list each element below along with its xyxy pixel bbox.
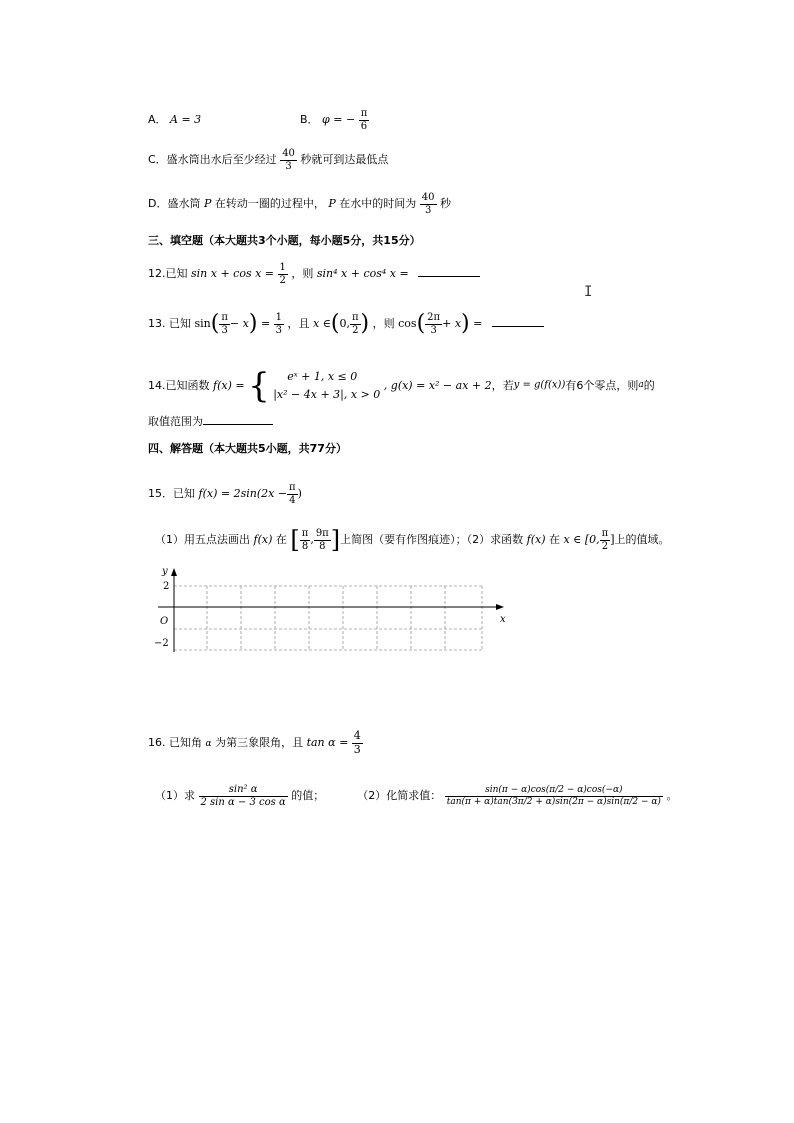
grid-lines [174, 586, 482, 650]
q13-num2: 1 [275, 312, 283, 323]
q16-mid: 为第三象限角，且 [215, 736, 304, 750]
option-c-pre: C．盛水筒出水后至少经过 [148, 153, 277, 166]
q13-frac2 [274, 312, 284, 336]
option-a [148, 114, 201, 125]
q16-num: 4 [353, 729, 361, 742]
q14-mid: ，若 [491, 379, 514, 393]
q14-expr: y = g(f(x)) [513, 379, 566, 391]
q12-mid: ，则 [291, 267, 314, 280]
q14-post2: 的 [643, 379, 655, 393]
q14-answer-blank[interactable] [203, 424, 273, 425]
q13-frac4 [425, 312, 442, 336]
option-c-den: 3 [285, 160, 292, 172]
q16-p1: （1）求 [155, 789, 195, 802]
q13-cond: x ∈ [313, 317, 331, 330]
q15-frac-b [314, 528, 331, 552]
option-b-label: B． [300, 113, 319, 126]
option-d-mid2: 在水中的时间为 [339, 197, 417, 210]
q16-f2-den: tan(π + α)tan(3π/2 + α)sin(2π − α)sin(π/2 − α) [446, 796, 661, 807]
question-14-line-2 [148, 416, 273, 427]
option-a-label: A． [148, 113, 167, 126]
q15-fx2: f(x) [526, 533, 546, 546]
q16-p1-post: 的值； [291, 789, 325, 802]
q16-fraction [352, 730, 363, 756]
q12-num: 1 [279, 262, 286, 273]
option-d-post: 秒 [440, 197, 452, 210]
q14-brace: { [248, 365, 270, 406]
q15-sub-in2: 在 [548, 533, 560, 546]
q14-post: 有6个零点，则 [565, 379, 639, 393]
q13-answer-blank[interactable] [492, 326, 544, 327]
q12-den: 2 [279, 274, 286, 286]
tick-label-neg-2: −2 [154, 638, 169, 649]
q13-frac1 [219, 312, 230, 336]
q12-answer-blank[interactable] [418, 276, 480, 277]
y-axis-arrow-icon [171, 568, 177, 576]
q16-pre: 16. 已知角 [148, 736, 202, 750]
option-b-num: π [360, 108, 368, 119]
origin-label: O [160, 616, 169, 627]
q14-cases [273, 368, 380, 403]
question-12 [148, 262, 480, 286]
q14-fx: f(x) = [213, 379, 245, 393]
q13-num4: 2π [427, 312, 441, 323]
option-d-var1: P [203, 197, 212, 210]
option-d-num: 40 [421, 192, 435, 203]
question-13: 13. 已知 sin( $\frac{\pi}{3}$ − x) = $\frac{1}{3}$ ，且 x ∈(0, $\frac{\pi}{2}$ ) ，则 cos( $\frac{2\pi}{3}$ + x) = [148, 312, 544, 336]
q15-pre: 15．已知 [148, 487, 195, 500]
q15-expr: f(x) = 2sin(2x − [198, 487, 288, 500]
option-b-expr: φ = − [322, 113, 356, 126]
q13-mid: ，且 [287, 317, 310, 330]
q13-frac3 [350, 312, 361, 336]
graph-grid [148, 562, 518, 662]
section-3-title: 三、填空题（本大题共3个小题，每小题5分，共15分） [148, 234, 421, 247]
option-d-mid1: 在转动一圈的过程中， [214, 197, 325, 210]
q13-num3: π [351, 312, 359, 323]
q14-case-2: |x² − 4x + 3|, x > 0 [273, 387, 381, 401]
q13-part2: + x [442, 317, 462, 330]
q13-cos: cos [398, 317, 417, 330]
q13-interval-start: 0, [339, 317, 350, 330]
option-b [300, 108, 369, 132]
q15-n1: π [301, 528, 309, 539]
question-16-subparts [155, 784, 677, 808]
q15-d2: 8 [319, 540, 326, 552]
q13-part1: − x [229, 317, 249, 330]
option-d [148, 192, 451, 216]
question-16 [148, 730, 363, 756]
q15-fraction [287, 482, 298, 506]
q12-expr2: sin⁴ x + cos⁴ x = [316, 267, 409, 280]
q13-sin: sin [194, 317, 211, 330]
q14-gx: , g(x) = x² − ax + 2 [383, 379, 492, 393]
x-axis-label: x [500, 614, 506, 625]
q12-expr1: sin x + cos x = [191, 267, 274, 280]
q14-pre: 14.已知函数 [148, 379, 210, 393]
q13-den4: 3 [430, 324, 437, 336]
q13-mid2: ，则 [372, 317, 395, 330]
q13-eq: = [260, 317, 271, 330]
option-c-fraction [280, 148, 297, 172]
q13-den2: 3 [275, 324, 283, 336]
option-c [148, 148, 388, 172]
option-b-den: 6 [360, 120, 368, 132]
q13-num1: π [221, 312, 228, 323]
q15-d3: 2 [601, 540, 609, 552]
question-14 [148, 365, 655, 406]
question-15 [148, 482, 302, 506]
option-a-expr: A = 3 [170, 113, 202, 126]
q16-frac-1 [199, 784, 288, 808]
option-d-var2: P [328, 197, 336, 210]
q15-n3: π [601, 528, 609, 539]
q14-line2: 取值范围为 [148, 415, 203, 428]
tick-label-2: 2 [163, 581, 170, 592]
section-4-title: 四、解答题（本大题共5小题，共77分） [148, 442, 347, 455]
q16-p2: （2）化简求值： [357, 789, 442, 802]
q16-expr: tan α = [306, 736, 349, 750]
q13-den3: 2 [352, 324, 359, 336]
q12-fraction [278, 262, 288, 286]
y-axis-label: y [162, 566, 168, 577]
q15-cond: x ∈ [0, [563, 533, 600, 546]
q16-den: 3 [353, 742, 361, 756]
q15-num: π [289, 482, 296, 493]
x-axis-arrow-icon [496, 604, 504, 610]
option-d-fraction [420, 192, 437, 216]
q15-sub-in: 在 [275, 533, 287, 546]
q15-n2: 9π [315, 528, 329, 539]
q15-d1: 8 [301, 540, 309, 552]
q16-f2-num: sin(π − α)cos(π/2 − α)cos(−α) [445, 785, 663, 796]
q15-fx: f(x) [253, 533, 273, 546]
q12-pre: 12.已知 [148, 267, 188, 280]
q15-den: 4 [289, 494, 296, 506]
text-cursor-icon: I [584, 284, 593, 300]
q14-var: a [638, 380, 644, 391]
q15-sub-pre: （1）用五点法画出 [155, 533, 250, 546]
q16-frac-2 [445, 785, 663, 807]
option-b-fraction [359, 108, 370, 132]
q15-cond-close: ] [610, 533, 615, 546]
option-c-post: 秒就可到达最低点 [300, 153, 389, 166]
q13-den1: 3 [221, 324, 228, 336]
question-15-subparts: （1）用五点法画出 f(x) 在 [ $\frac{\pi}{8}$ , $\frac{9\pi}{8}$ ]上简图（要有作图痕迹）；（2）求函数 f(x) 在 x ∈ [0, $\frac{\pi}{2}$ ]上的值域。 [155, 526, 670, 554]
q15-close: ) [297, 487, 302, 500]
option-d-pre: D．盛水筒 [148, 197, 201, 210]
q14-case-1: eˣ + 1, x ≤ 0 [287, 370, 358, 383]
q13-pre: 13. 已知 [148, 317, 191, 330]
option-d-den: 3 [424, 204, 432, 216]
option-c-num: 40 [282, 148, 295, 159]
q15-sub-post: 上的值域。 [614, 533, 670, 546]
q15-frac-c [600, 528, 611, 552]
q15-sub-mid: 上简图（要有作图痕迹）；（2）求函数 [340, 533, 524, 546]
q16-f1-num: sin² α [199, 784, 288, 797]
q16-p2-post: 。 [666, 789, 678, 802]
q16-f1-den: 2 sin α − 3 cos α [200, 796, 286, 808]
q15-frac-a [300, 528, 311, 552]
q13-eq2: = [473, 317, 483, 330]
q16-var: α [205, 739, 212, 750]
